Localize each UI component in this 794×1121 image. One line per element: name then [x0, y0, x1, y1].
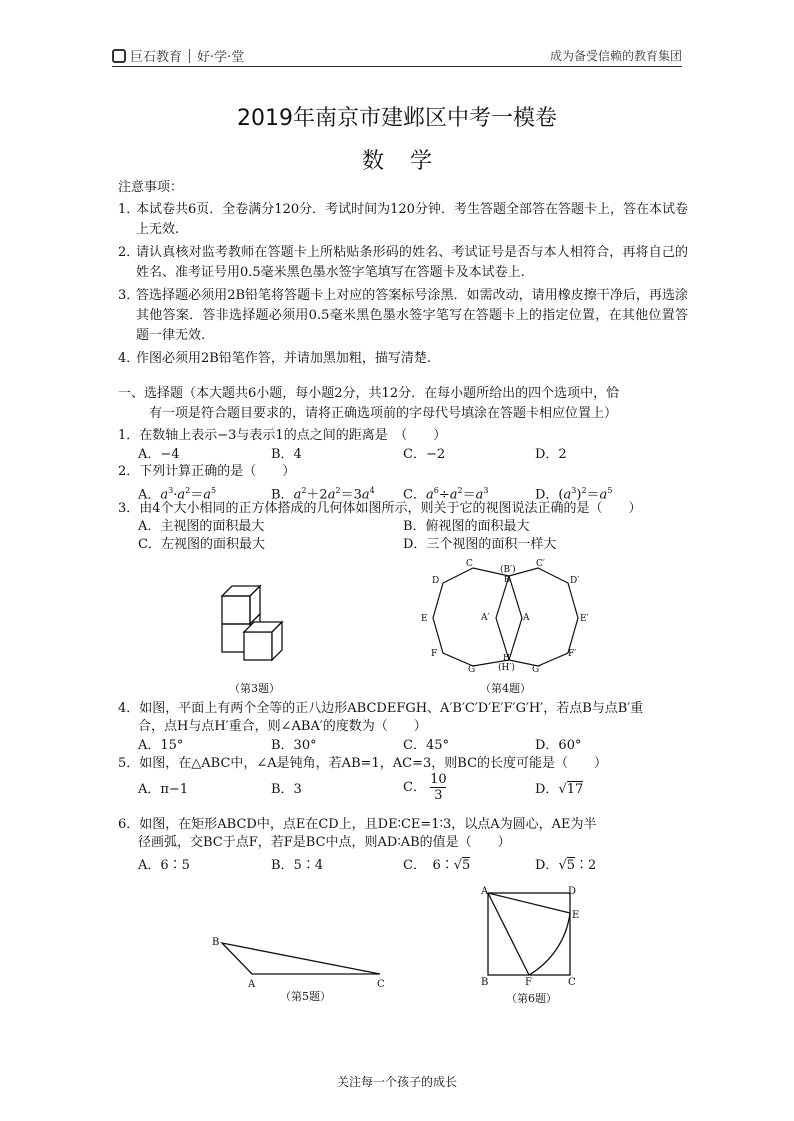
label-f: F [525, 977, 532, 988]
octagon-left [433, 568, 509, 666]
label-h: H [503, 653, 510, 662]
q2-option-c: C．$a^6\div a^2=a^3$ [403, 486, 489, 503]
label-d: D [432, 576, 440, 586]
q4-option-c: C．45° [403, 738, 449, 753]
notice-label: 注意事项： [118, 180, 184, 195]
label-d: D [568, 886, 577, 897]
page-footer: 关注每一个孩子的成长 [336, 1075, 457, 1089]
q6-option-d-label: D． [535, 858, 559, 873]
notice-item [118, 286, 688, 346]
q4-option-d: D．60° [535, 738, 582, 753]
notice-item [118, 200, 688, 240]
label-g: G [468, 665, 476, 675]
logo-icon [112, 49, 126, 63]
q5-option-b: B．3 [271, 782, 302, 797]
logo-divider [189, 49, 190, 63]
fraction-numerator: 10 [430, 772, 447, 787]
notice-number: 1． [118, 202, 140, 217]
q5-option-c [403, 772, 447, 803]
q6-option-d-tail: ∶2 [575, 858, 597, 873]
notice-list [118, 200, 688, 372]
figure-5-triangle [206, 930, 396, 996]
label-f-prime: F′ [568, 649, 577, 659]
question-3-stem: 3．由4个大小相同的正方体搭成的几何体如图所示，则关于它的视图说法正确的是（ ） [118, 501, 642, 516]
figure-4-octagons [418, 558, 603, 678]
notice-number: 4． [118, 351, 140, 366]
label-d-prime: D′ [570, 576, 580, 586]
q2-option-d: D．$(a^3)^2=a^5$ [535, 486, 613, 503]
q1-option-b: B．4 [271, 447, 302, 462]
label-b: B [481, 977, 489, 988]
notice-text: 答选择题必须用2B铅笔将答题卡上对应的答案标号涂黑．如需改动，请用橡皮擦干净后，再选涂其他答案．答非选择题必须用0.5毫米黑色墨水签字笔写在答题卡上的指定位置，在其他位置答题一律无效. [136, 288, 688, 343]
q5-option-d [535, 780, 583, 799]
label-a: A [248, 979, 256, 990]
q6-option-c [403, 856, 470, 875]
notice-text: 请认真核对监考教师在答题卡上所粘贴条形码的姓名、考试证号是否与本人相符合，再将自己的姓名、准考证号用0.5毫米黑色墨水签字笔填写在答题卡及本试卷上. [136, 245, 688, 280]
q3-option-d: D．三个视图的面积一样大 [403, 537, 557, 552]
question-1-stem: 1．在数轴上表示−3与表示1的点之间的距离是 （ ） [118, 428, 447, 443]
q5-option-c-label: C． [403, 780, 426, 795]
q1-option-a: A．−4 [138, 447, 180, 462]
logo-text: 巨石教育 [130, 50, 183, 65]
label-b-prime-paren: (B′) [500, 565, 516, 575]
q4-option-a: A．15° [138, 738, 184, 753]
notice-number: 3． [118, 288, 140, 303]
figure-5-caption: （第5题） [280, 990, 331, 1003]
label-a-prime: A′ [481, 613, 490, 623]
label-e: E [421, 614, 428, 624]
label-f: F [431, 649, 438, 659]
arc-ef [529, 913, 570, 975]
label-b: B [212, 937, 220, 948]
label-c: C [377, 979, 385, 990]
label-c: C [568, 977, 576, 988]
q5-option-d-radicand: 17 [566, 782, 584, 797]
triangle-abc [222, 943, 380, 974]
sqrt-icon: √ [558, 858, 567, 873]
q3-option-c: C．左视图的面积最大 [138, 537, 265, 552]
q6-option-c-label: C． 6∶ [403, 858, 454, 873]
notice-number: 2． [118, 245, 140, 260]
fraction-denominator: 3 [434, 788, 443, 803]
notice-text: 本试卷共6页．全卷满分120分．考试时间为120分钟．考生答题全部答在答题卡上，答在本试卷上无效. [136, 202, 688, 237]
segment-ae [488, 893, 570, 913]
sqrt-icon: √ [453, 858, 463, 873]
label-h-prime-paren: (H′) [498, 663, 515, 673]
label-c-prime: C′ [536, 559, 545, 569]
label-e: E [572, 910, 580, 921]
notice-text: 作图必须用2B铅笔作答，并请加黑加粗，描写清楚. [136, 351, 431, 366]
label-g-prime: G′ [532, 665, 542, 675]
subject-title: 数学 [361, 149, 458, 174]
cube-face [222, 596, 250, 624]
question-5-stem: 5．如图，在△ABC中，∠A是钝角，若AB=1，AC=3，则BC的长度可能是（ ） [118, 756, 608, 771]
q4-option-b: B．30° [271, 738, 317, 753]
section-heading [118, 384, 688, 424]
rectangle-abcd [488, 893, 570, 975]
q1-option-c: C．−2 [403, 447, 446, 462]
q3-option-a: A．主视图的面积最大 [138, 519, 265, 534]
section-line-2: 有一项是符合题目要求的，请将正确选项前的字母代号填涂在答题卡相应位置上） [149, 406, 618, 421]
segment-af [488, 893, 529, 975]
question-6-line-1: 6．如图，在矩形ABCD中，点E在CD上，且DE∶CE=1∶3，以点A为圆心，AE为半 [118, 817, 597, 832]
question-2-stem: 2．下列计算正确的是（ ） [118, 464, 296, 479]
cube-face [244, 632, 272, 660]
q2-option-a: A．$a^3\cdot a^2=a^5$ [138, 486, 217, 503]
header-divider [112, 66, 682, 67]
logo-text-secondary: 好·学·堂 [197, 50, 245, 65]
q6-option-a: A．6∶5 [138, 858, 190, 873]
q6-option-b: B．5∶4 [271, 858, 324, 873]
page-title: 2019年南京市建邺区中考一模卷 [237, 106, 557, 131]
question-4-line-2: 合，点H与点H′重合，则∠ABA′的度数为（ ） [138, 719, 427, 734]
q1-option-d: D．2 [535, 447, 567, 462]
notice-item [118, 349, 688, 369]
question-6-line-2: 径画弧，交BC于点F，若F是BC中点，则AD∶AB的值是（ ） [138, 835, 511, 850]
section-line-1: 一、选择题（本大题共6小题，每小题2分，共12分．在每小题所给出的四个选项中，恰 [118, 386, 620, 401]
sqrt-icon: √ [558, 782, 567, 797]
q5-option-d-label: D． [535, 782, 559, 797]
q6-option-c-radicand: 5 [462, 858, 471, 873]
q5-option-c-fraction [430, 772, 447, 803]
q5-option-a: A．π−1 [138, 782, 189, 797]
q6-option-d [535, 856, 596, 875]
figure-6-caption: （第6题） [506, 992, 557, 1005]
figure-3-cubes [212, 578, 302, 668]
header-logo [112, 46, 244, 65]
label-a: A [523, 613, 530, 623]
figure-4-caption: （第4题） [480, 682, 531, 695]
label-b: B [504, 575, 510, 584]
label-a: A [481, 886, 489, 897]
q2-option-b: B．$a^2+2a^2=3a^4$ [271, 486, 375, 503]
figure-6-rectangle [478, 885, 588, 990]
question-4-line-1: 4．如图，平面上有两个全等的正八边形ABCDEFGH、A′B′C′D′E′F′G′H′，若点B与点B′重 [118, 701, 644, 716]
q3-option-b: B．俯视图的面积最大 [403, 519, 530, 534]
header-slogan: 成为备受信赖的教育集团 [549, 49, 682, 63]
figure-3-caption: （第3题） [229, 682, 280, 695]
q6-option-d-radicand: 5 [566, 858, 576, 873]
label-e-prime: E′ [580, 614, 589, 624]
label-c: C [466, 559, 473, 569]
notice-item [118, 243, 688, 283]
